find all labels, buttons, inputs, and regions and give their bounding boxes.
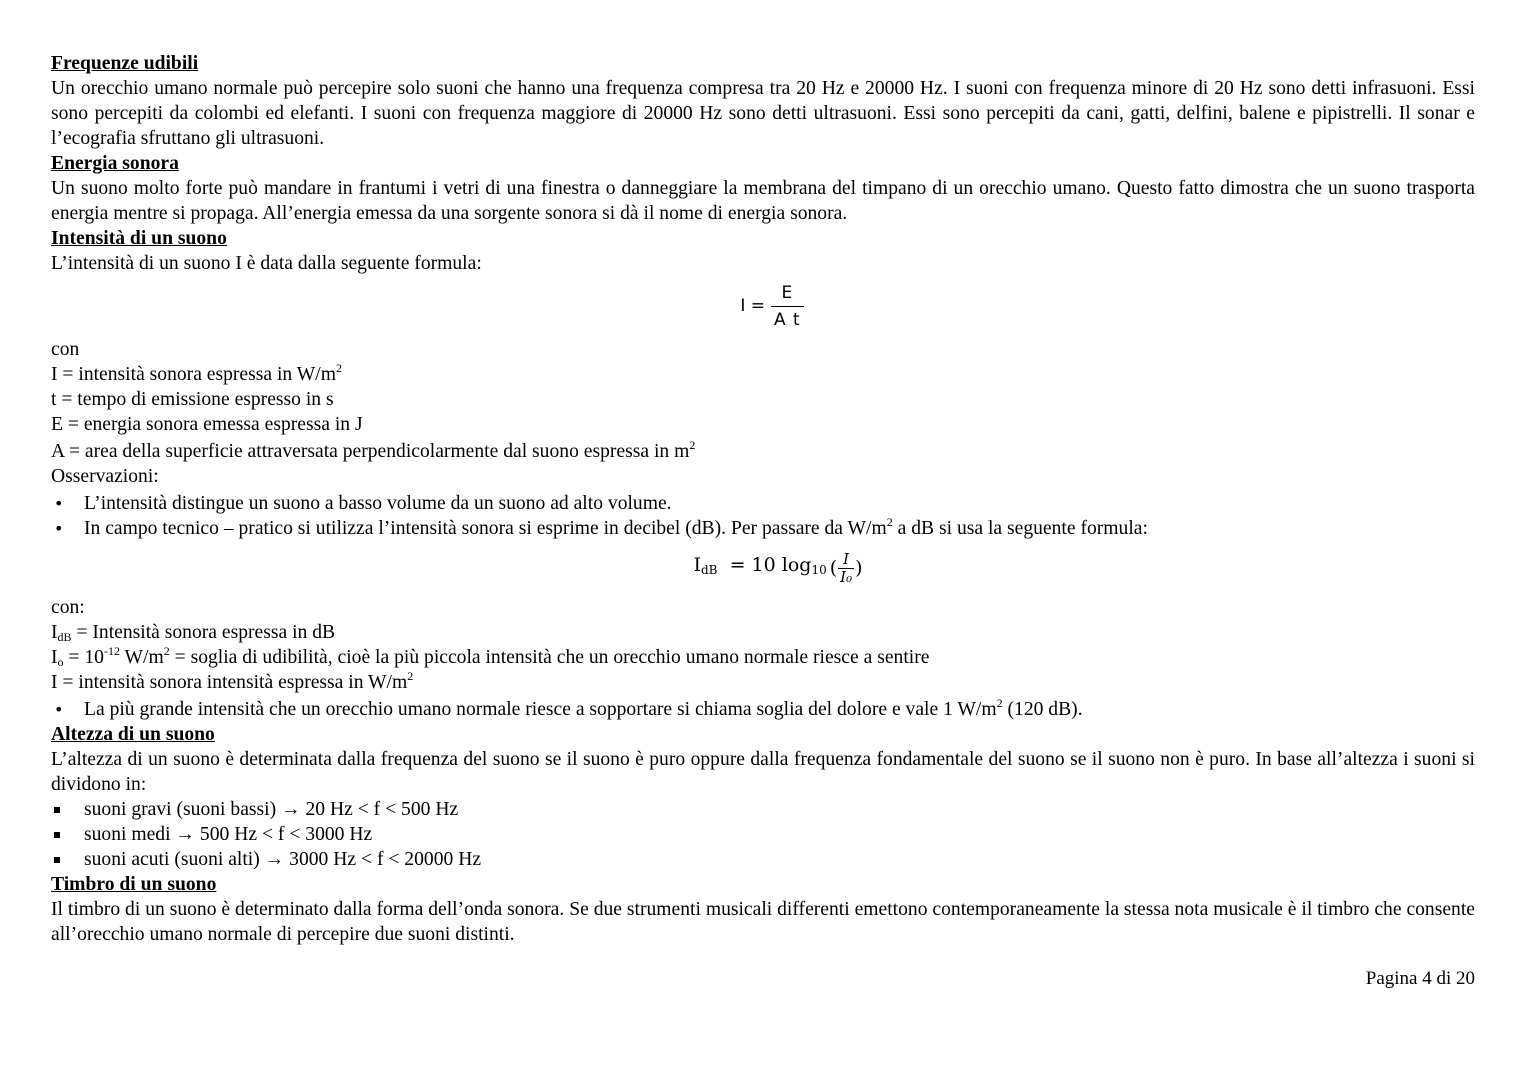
- paragraph-energia: Un suono molto forte può mandare in frantumi i vetri di una finestra o danneggiare la membrana del timpano di un orecchio umano. Questo fatto dimostra che un suono trasporta energia mentre si propaga. All’energia emessa da una sorgente sonora si dà il nome di energia sonora.: [51, 178, 1475, 224]
- f2-paren: ( $\frac{I}{\text{I₀}}$ ): [829, 549, 863, 586]
- f2-eq: = 10 $\log_{10}$: [723, 554, 827, 577]
- list-item: suoni gravi (suoni bassi) → 20 Hz < f < 500 Hz: [51, 797, 1475, 822]
- list-item: suoni acuti (suoni alti) → 3000 Hz < f < 20000 Hz: [51, 847, 1475, 872]
- formula-fraction: [771, 282, 804, 331]
- formula-denominator: A t: [771, 306, 804, 331]
- definition-t: t = tempo di emissione espresso in s: [51, 389, 334, 410]
- document-page: [51, 51, 1475, 947]
- decibel-formula: [51, 541, 1475, 595]
- list-item: suoni medi → 500 Hz < f < 3000 Hz: [51, 822, 1475, 847]
- formula-numerator: E: [781, 282, 794, 303]
- f2-fraction: $\frac{I}{\text{I₀}}$: [840, 549, 853, 586]
- soglia-list: [51, 697, 1475, 722]
- definition-I: I = intensità sonora espressa in $W/m^2$: [51, 361, 342, 385]
- paragraph-frequenze: Un orecchio umano normale può percepire solo suoni che hanno una frequenza compresa tra 20 Hz e 20000 Hz. I suoni con frequenza minore di 20 Hz sono detti infrasuoni. Essi sono percepiti da colombi ed elefanti. I suoni con frequenza maggiore di 20000 Hz sono detti ultrasuoni. Essi sono percepiti da cani, gatti, delfini, balene e pipistrelli. Il sonar e l’ecografia sfruttano gli ultrasuoni.: [51, 78, 1475, 149]
- heading-altezza: Altezza di un suono: [51, 724, 215, 745]
- paragraph-timbro: Il timbro di un suono è determinato dalla forma dell’onda sonora. Se due strumenti musicali differenti emettono contemporaneamente la stessa nota musicale è il timbro che consente all’orecchio umano normale di percepire due suoni distinti.: [51, 899, 1475, 945]
- intensita-intro: L’intensità di un suono I è data dalla seguente formula:: [51, 253, 482, 274]
- list-item: • La più grande intensità che un orecchio umano normale riesce a sopportare si chiama soglia del dolore e vale 1 $W/m^2$ (120 dB).: [51, 697, 1475, 722]
- altezza-list: [51, 797, 1475, 872]
- heading-intensita: Intensità di un suono: [51, 228, 227, 249]
- heading-frequenze-udibili: Frequenze udibili: [51, 53, 199, 74]
- heading-timbro: Timbro di un suono: [51, 874, 217, 895]
- osservazioni-label: Osservazioni:: [51, 466, 159, 487]
- osservazioni-list: [51, 491, 1475, 541]
- list-item: • L’intensità distingue un suono a basso volume da un suono ad alto volume.: [51, 491, 1475, 516]
- definition-E: E = energia sonora emessa espressa in J: [51, 414, 363, 435]
- list-item: • In campo tecnico – pratico si utilizza l’intensità sonora si esprime in decibel (dB). Per passare da $W/m^2$ a dB si usa la seguente formula:: [51, 516, 1475, 541]
- definition-I2: I = intensità sonora intensità espressa in $W/m^2$: [51, 669, 414, 693]
- con2-label: con:: [51, 597, 85, 618]
- con-label: con: [51, 339, 80, 360]
- formula-lhs: I =: [740, 295, 765, 316]
- intensity-formula: [51, 280, 1475, 332]
- definition-Io: $I_o = 10^{-12}$ $W/m^2$ = soglia di udibilità, cioè la più piccola intensità che un orecchio umano normale riesce a sentire: [51, 644, 930, 669]
- definition-A: A = area della superficie attraversata perpendicolarmente dal suono espressa in $m^2$: [51, 438, 696, 462]
- heading-energia-sonora: Energia sonora: [51, 153, 179, 174]
- definition-IdB: $I_{dB}$ = Intensità sonora espressa in dB: [51, 622, 336, 644]
- paragraph-altezza: L’altezza di un suono è determinata dalla frequenza del suono se il suono è puro oppure dalla frequenza fondamentale del suono se il suono non è puro. In base all’altezza i suoni si dividono in:: [51, 749, 1475, 795]
- page-number: Pagina 4 di 20: [1365, 968, 1475, 989]
- f2-I: $I_{dB}$: [693, 554, 718, 577]
